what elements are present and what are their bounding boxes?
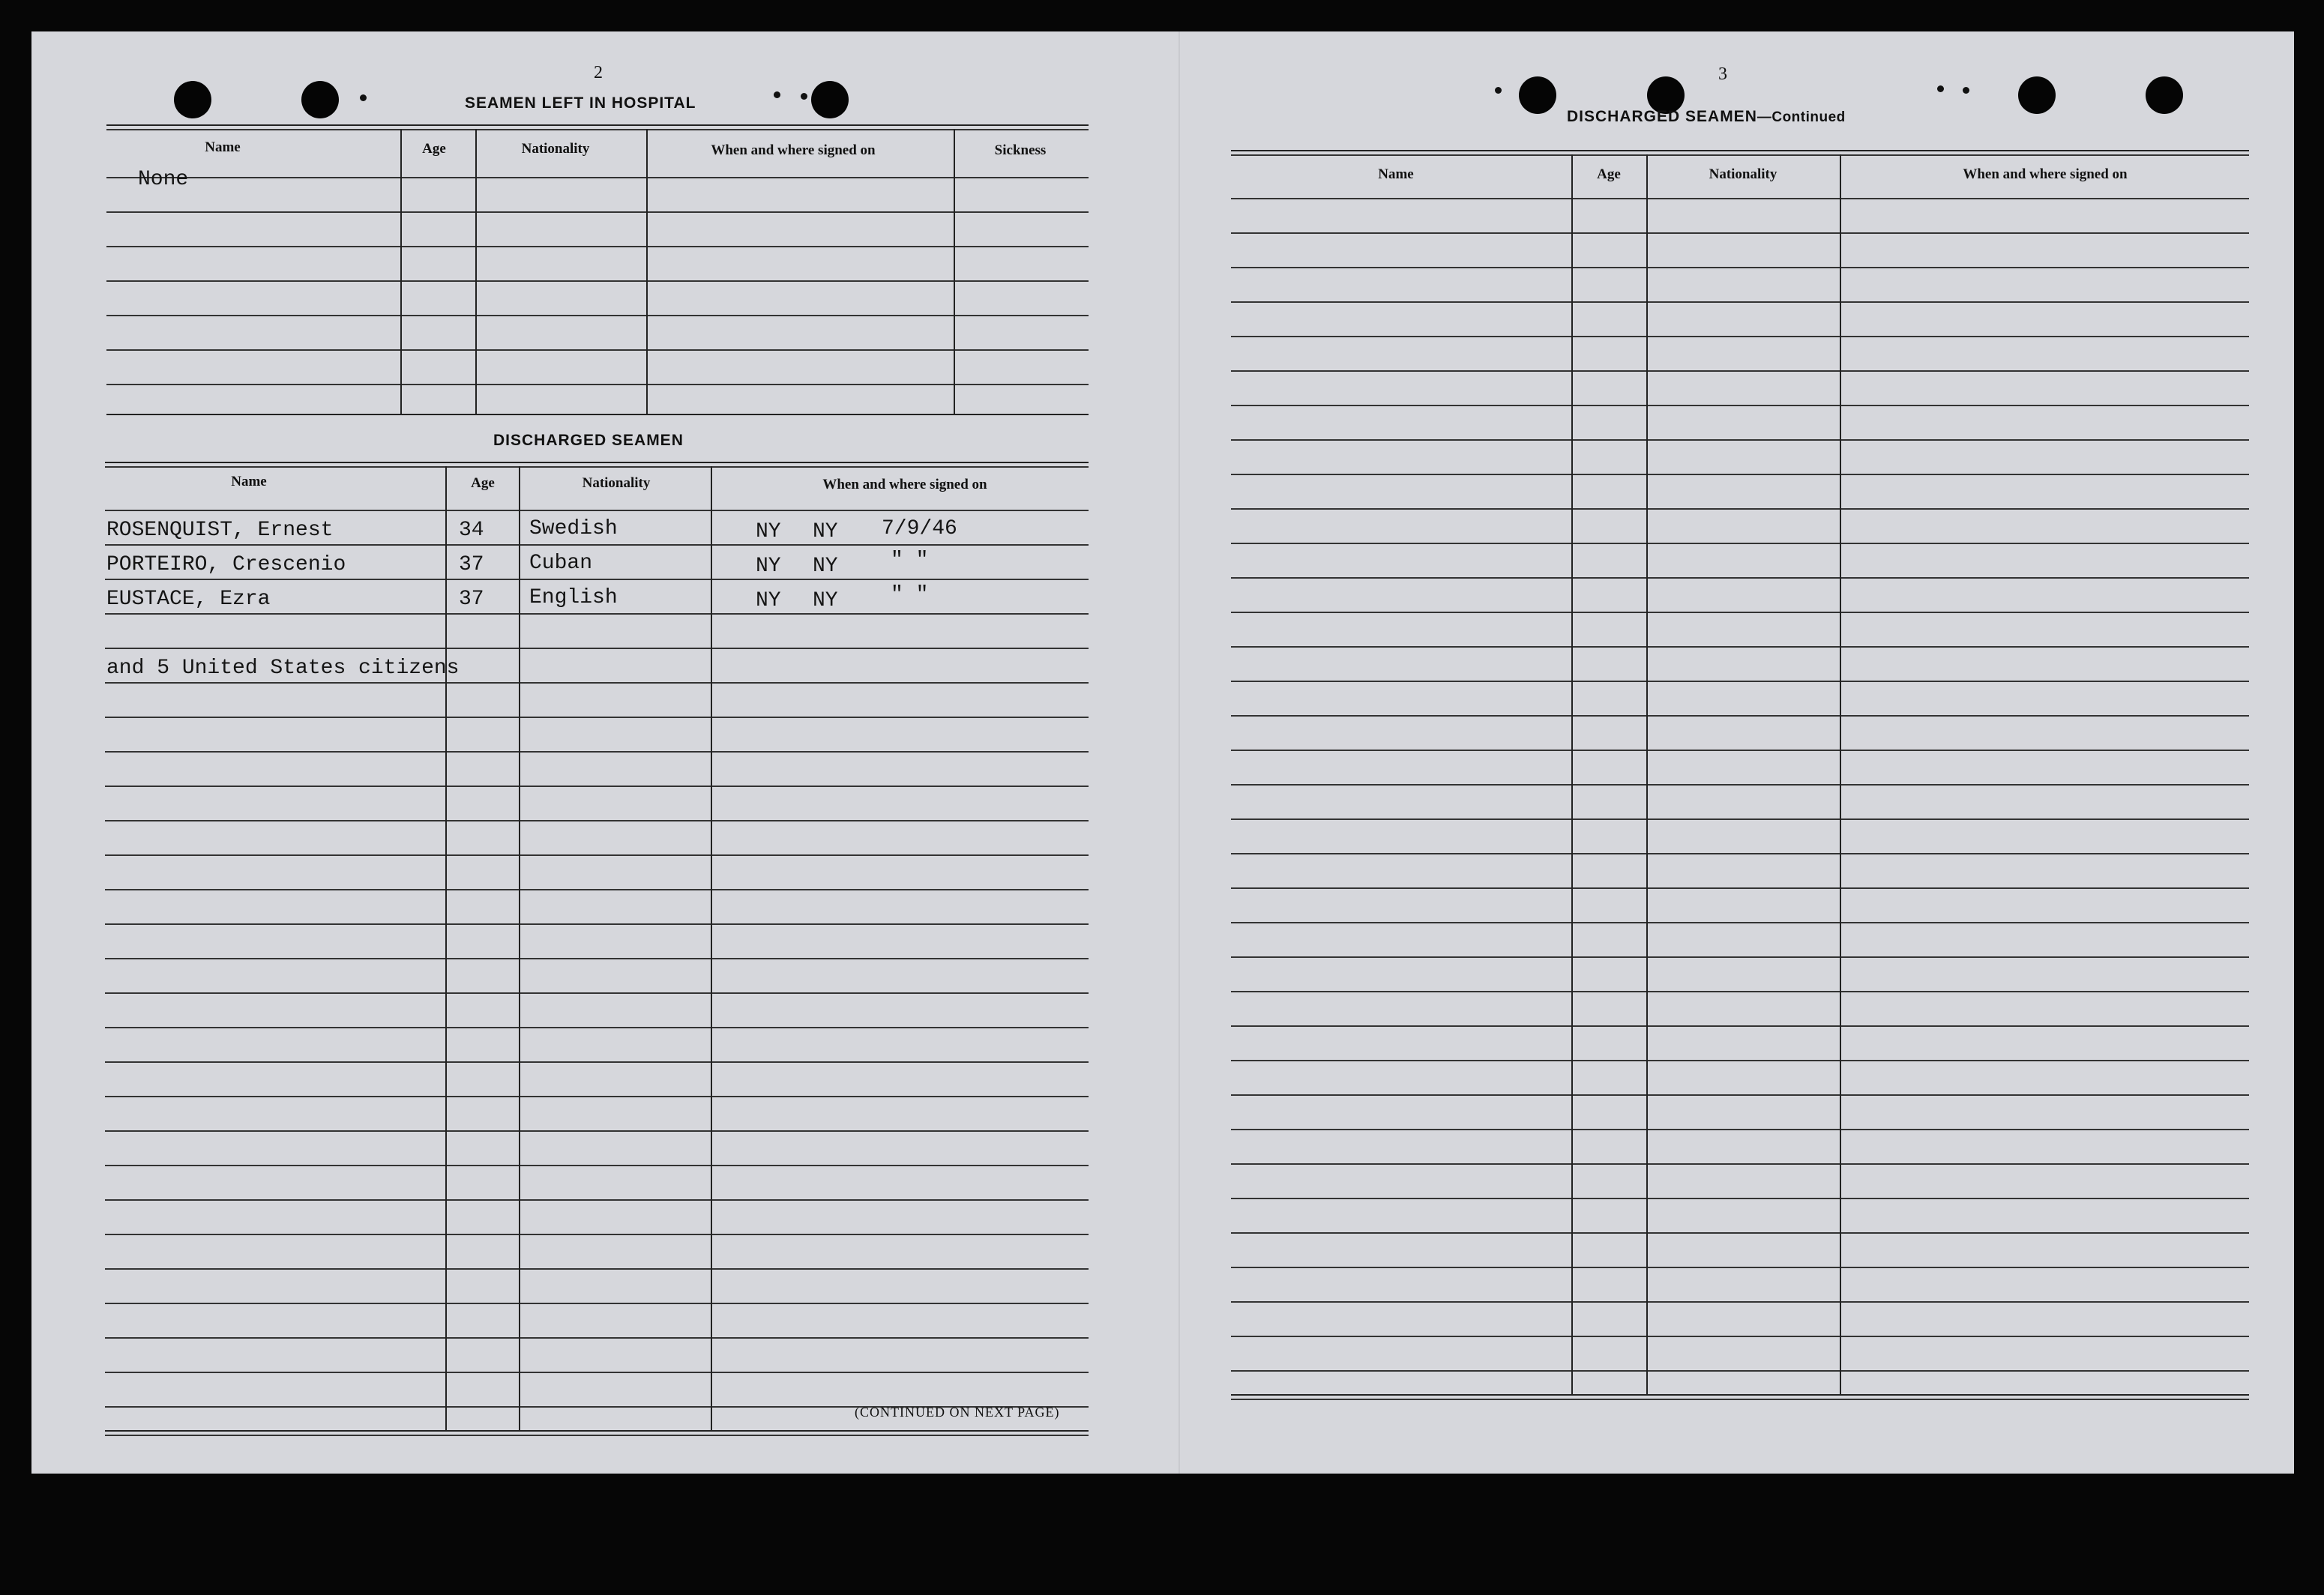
row-rule <box>1231 956 2249 958</box>
column-header-signed-on: When and where signed on <box>822 477 987 492</box>
row-rule <box>105 889 1089 890</box>
signed-on-date: 7/9/46 <box>882 517 957 540</box>
row-rule <box>1231 543 2249 544</box>
seaman-name: ROSENQUIST, Ernest <box>106 519 334 542</box>
continued-footer: (CONTINUED ON NEXT PAGE) <box>855 1405 1060 1420</box>
row-rule <box>1231 1336 2249 1337</box>
row-rule <box>105 958 1089 959</box>
table-bottom-rule <box>105 1435 1089 1436</box>
column-header-age: Age <box>422 141 446 157</box>
row-rule <box>1231 439 2249 441</box>
table-top-rule <box>106 129 1089 130</box>
row-rule <box>1231 887 2249 889</box>
row-rule <box>1231 646 2249 648</box>
row-rule <box>1231 1198 2249 1199</box>
ink-dot <box>1963 87 1969 94</box>
punch-hole <box>2018 76 2056 114</box>
table-top-rule <box>1231 154 2249 156</box>
row-rule <box>1231 1060 2249 1061</box>
seaman-age: 37 <box>459 553 484 576</box>
signed-on-place: NY <box>813 555 838 578</box>
row-rule <box>1231 715 2249 717</box>
hospital-entry-none: None <box>138 168 189 191</box>
row-rule <box>105 1165 1089 1166</box>
signed-on-place: NY <box>813 520 838 543</box>
row-rule <box>105 648 1089 649</box>
row-rule <box>105 1234 1089 1235</box>
column-divider <box>1571 154 1573 1394</box>
punch-hole <box>174 81 211 118</box>
row-rule <box>105 992 1089 994</box>
column-header-nationality: Nationality <box>521 141 590 157</box>
row-rule <box>106 384 1089 385</box>
table-top-rule <box>105 466 1089 468</box>
row-rule <box>1231 198 2249 199</box>
table-bottom-rule <box>105 1430 1089 1432</box>
column-divider <box>711 466 712 1430</box>
seaman-age: 37 <box>459 588 484 611</box>
row-rule <box>1231 1370 2249 1372</box>
column-header-nationality: Nationality <box>1709 166 1777 182</box>
column-divider <box>954 129 955 415</box>
row-rule <box>105 751 1089 753</box>
row-rule <box>1231 1267 2249 1268</box>
row-rule <box>105 1027 1089 1028</box>
row-rule <box>105 854 1089 856</box>
punch-hole <box>301 81 339 118</box>
row-rule <box>105 923 1089 925</box>
row-rule <box>1231 750 2249 751</box>
punch-hole <box>2146 76 2183 114</box>
column-divider <box>1646 154 1648 1394</box>
us-citizens-note: and 5 United States citizens <box>106 657 460 680</box>
punch-hole <box>811 81 849 118</box>
ink-dot <box>1937 85 1944 92</box>
row-rule <box>1231 577 2249 579</box>
column-divider <box>445 466 447 1430</box>
table-top-rule <box>1231 150 2249 151</box>
page-fold <box>1178 31 1180 1474</box>
ink-dot <box>774 91 780 98</box>
column-header-name: Name <box>231 474 267 489</box>
row-rule <box>105 1303 1089 1304</box>
row-rule <box>105 544 1089 546</box>
row-rule <box>1231 301 2249 303</box>
discharged-continued-title <box>1567 108 1846 126</box>
row-rule <box>105 1372 1089 1373</box>
page-number: 2 <box>594 63 603 82</box>
row-rule <box>105 510 1089 511</box>
row-rule <box>105 820 1089 821</box>
column-header-sickness: Sickness <box>994 142 1047 158</box>
signed-on-date-ditto: " " <box>891 549 929 572</box>
table-top-rule <box>105 462 1089 463</box>
signed-on-place: NY <box>756 555 781 578</box>
row-rule <box>105 1096 1089 1097</box>
row-rule <box>105 1337 1089 1339</box>
hospital-section-title: SEAMEN LEFT IN HOSPITAL <box>465 94 696 112</box>
seaman-nationality: English <box>529 586 618 609</box>
row-rule <box>1231 1232 2249 1234</box>
row-rule <box>105 1130 1089 1132</box>
seaman-name: EUSTACE, Ezra <box>106 588 271 611</box>
row-rule <box>105 1199 1089 1201</box>
column-header-nationality: Nationality <box>582 475 651 491</box>
seaman-name: PORTEIRO, Crescenio <box>106 553 346 576</box>
row-rule <box>105 579 1089 580</box>
row-rule <box>105 682 1089 684</box>
row-rule <box>1231 508 2249 510</box>
ink-dot <box>360 94 367 101</box>
ink-dot <box>801 93 807 100</box>
row-rule <box>1231 922 2249 923</box>
row-rule <box>1231 612 2249 613</box>
column-header-signed-on: When and where signed on <box>1963 166 2128 182</box>
row-rule <box>1231 681 2249 682</box>
row-rule <box>105 1061 1089 1063</box>
column-header-name: Name <box>1378 166 1414 182</box>
row-rule <box>1231 1094 2249 1096</box>
ink-dot <box>1495 87 1502 94</box>
column-header-age: Age <box>471 475 495 491</box>
punch-hole <box>1519 76 1556 114</box>
column-divider <box>519 466 520 1430</box>
row-rule <box>1231 991 2249 992</box>
signed-on-place: NY <box>756 520 781 543</box>
row-rule <box>106 177 1089 178</box>
column-divider <box>475 129 477 415</box>
row-rule <box>1231 1301 2249 1303</box>
row-rule <box>1231 267 2249 268</box>
table-bottom-rule <box>106 414 1089 415</box>
row-rule <box>1231 370 2249 372</box>
row-rule <box>106 280 1089 282</box>
row-rule <box>1231 232 2249 234</box>
table-bottom-rule <box>1231 1399 2249 1400</box>
seaman-age: 34 <box>459 519 484 542</box>
title-suffix: —Continued <box>1756 109 1846 125</box>
column-header-name: Name <box>205 139 241 155</box>
column-divider <box>400 129 402 415</box>
ledger-sheet <box>31 31 2294 1474</box>
row-rule <box>105 613 1089 615</box>
row-rule <box>1231 1129 2249 1130</box>
row-rule <box>1231 784 2249 786</box>
row-rule <box>106 246 1089 247</box>
row-rule <box>1231 1025 2249 1027</box>
row-rule <box>105 786 1089 787</box>
table-bottom-rule <box>1231 1394 2249 1396</box>
signed-on-place: NY <box>756 589 781 612</box>
row-rule <box>106 349 1089 351</box>
row-rule <box>1231 336 2249 337</box>
signed-on-date-ditto: " " <box>891 583 929 606</box>
row-rule <box>106 211 1089 213</box>
row-rule <box>106 315 1089 316</box>
row-rule <box>105 717 1089 718</box>
row-rule <box>105 1268 1089 1270</box>
page-number: 3 <box>1718 64 1727 84</box>
column-divider <box>1840 154 1841 1394</box>
row-rule <box>1231 1163 2249 1165</box>
column-divider <box>646 129 648 415</box>
signed-on-place: NY <box>813 589 838 612</box>
discharged-section-title: DISCHARGED SEAMEN <box>493 432 684 449</box>
seaman-nationality: Cuban <box>529 552 593 575</box>
table-top-rule <box>106 124 1089 126</box>
title-main: DISCHARGED SEAMEN <box>1567 108 1757 125</box>
column-header-age: Age <box>1597 166 1621 182</box>
row-rule <box>1231 474 2249 475</box>
row-rule <box>1231 818 2249 820</box>
row-rule <box>1231 405 2249 406</box>
seaman-nationality: Swedish <box>529 517 618 540</box>
row-rule <box>1231 853 2249 854</box>
column-header-signed-on: When and where signed on <box>711 142 876 158</box>
